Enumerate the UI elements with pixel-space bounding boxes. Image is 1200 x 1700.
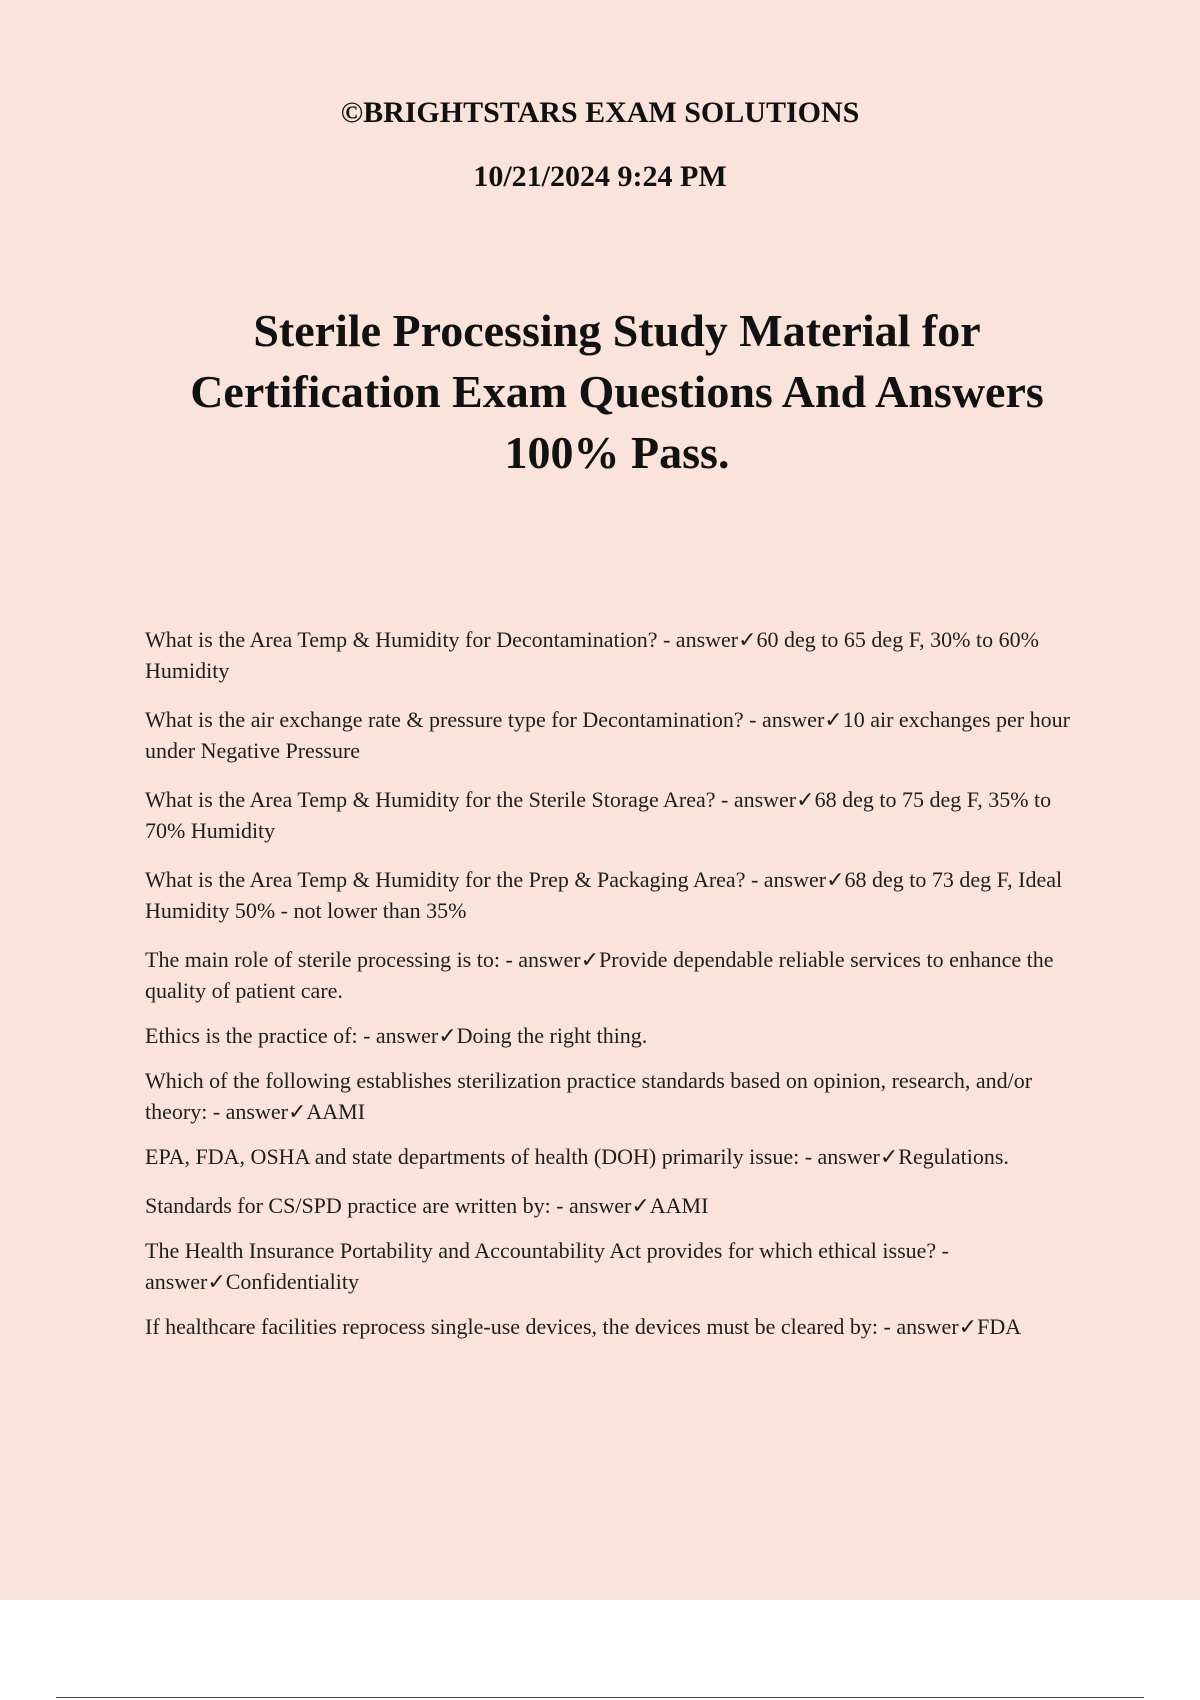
qa-answer: 10 air exchanges per hour under Negative Pressure (145, 707, 1070, 763)
qa-item (145, 784, 1095, 846)
qa-answer: AAMI (649, 1193, 709, 1218)
qa-question: What is the air exchange rate & pressure type for Decontamination? - answer (145, 707, 825, 732)
qa-question: What is the Area Temp & Humidity for the Sterile Storage Area? - answer (145, 787, 797, 812)
qa-item (145, 1141, 1095, 1172)
check-icon: ✓ (631, 1193, 650, 1218)
qa-question: The Health Insurance Portability and Accountability Act provides for which ethical issue? - answer (145, 1238, 949, 1294)
qa-question: The main role of sterile processing is to: - answer (145, 947, 581, 972)
brand-header: ©BRIGHTSTARS EXAM SOLUTIONS (340, 96, 860, 129)
check-icon: ✓ (796, 787, 815, 812)
qa-answer: 68 deg to 73 deg F, Ideal Humidity 50% - not lower than 35% (145, 867, 1063, 923)
check-icon: ✓ (207, 1269, 226, 1294)
check-icon: ✓ (879, 1144, 899, 1169)
timestamp-header: 10/21/2024 9:24 PM (473, 160, 727, 193)
footer-divider (56, 1697, 1144, 1698)
qa-question: EPA, FDA, OSHA and state departments of health (DOH) primarily issue: - answer (145, 1144, 880, 1169)
qa-item (145, 1020, 1095, 1051)
qa-item (145, 1311, 1095, 1342)
qa-answer: Confidentiality (225, 1269, 359, 1294)
check-icon: ✓ (438, 1023, 457, 1048)
qa-answer: Provide dependable reliable services to enhance the quality of patient care. (145, 947, 1054, 1003)
qa-question: What is the Area Temp & Humidity for Decontamination? - answer (145, 627, 739, 652)
check-icon: ✓ (824, 707, 843, 732)
check-icon: ✓ (826, 867, 845, 892)
check-icon: ✓ (287, 1099, 307, 1124)
qa-item (145, 624, 1095, 686)
qa-list (145, 624, 1095, 1360)
title-line: Certification Exam Questions And Answers (190, 366, 1044, 417)
qa-item (145, 944, 1095, 1006)
qa-answer: Regulations. (898, 1144, 1009, 1169)
qa-answer: Doing the right thing. (456, 1023, 648, 1048)
qa-item (145, 864, 1095, 926)
document-title (150, 300, 1084, 483)
qa-answer: 68 deg to 75 deg F, 35% to 70% Humidity (145, 787, 1052, 843)
qa-question: What is the Area Temp & Humidity for the Prep & Packaging Area? - answer (145, 867, 827, 892)
qa-answer: FDA (977, 1314, 1022, 1339)
qa-question: Which of the following establishes sterilization practice standards based on opinion, research, and/or theory: - answer (145, 1068, 1033, 1124)
qa-item (145, 1235, 1095, 1297)
check-icon: ✓ (958, 1314, 978, 1339)
title-line: Sterile Processing Study Material for (253, 305, 981, 356)
qa-item (145, 704, 1095, 766)
check-icon: ✓ (738, 627, 757, 652)
qa-question: If healthcare facilities reprocess single-use devices, the devices must be cleared by: - answer (145, 1314, 959, 1339)
qa-answer: 60 deg to 65 deg F, 30% to 60% Humidity (145, 627, 1039, 683)
qa-item (145, 1065, 1095, 1127)
title-line: 100% Pass. (504, 427, 730, 478)
qa-item (145, 1190, 1095, 1221)
check-icon: ✓ (580, 947, 600, 972)
qa-answer: AAMI (306, 1099, 366, 1124)
qa-question: Standards for CS/SPD practice are written by: - answer (145, 1193, 632, 1218)
qa-question: Ethics is the practice of: - answer (145, 1023, 439, 1048)
